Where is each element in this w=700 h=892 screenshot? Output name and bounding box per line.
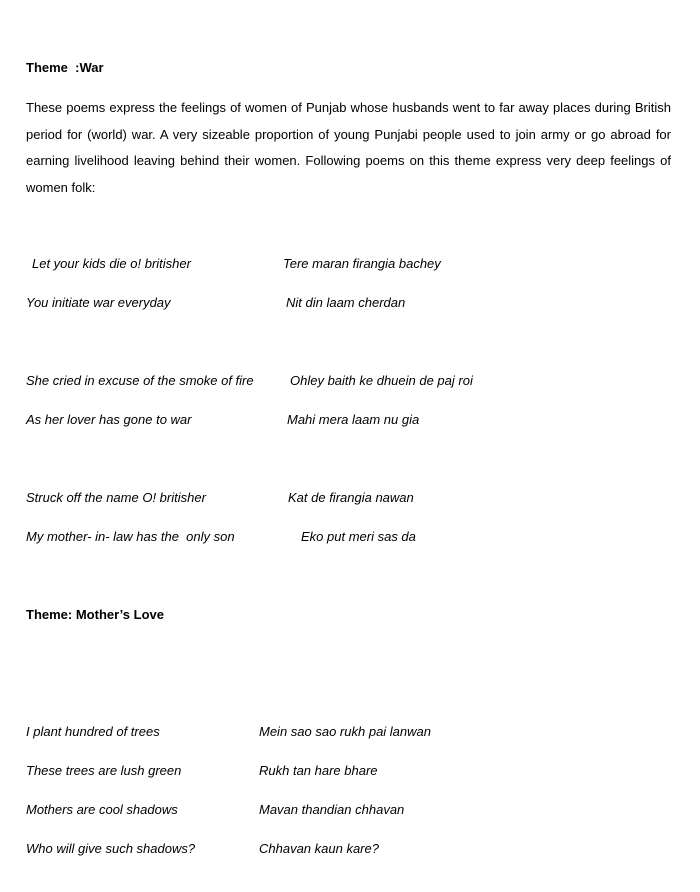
poem-line-english: As her lover has gone to war: [26, 412, 192, 427]
poem-line-english: My mother- in- law has the only son: [26, 529, 235, 544]
poem-line-punjabi: Mein sao sao rukh pai lanwan: [259, 724, 431, 739]
poem-line-english: Let your kids die o! britisher: [32, 256, 191, 271]
poem-line-punjabi: Tere maran firangia bachey: [283, 256, 441, 271]
poem-line-english: I plant hundred of trees: [26, 724, 160, 739]
poem-line-english: She cried in excuse of the smoke of fire: [26, 373, 254, 388]
war-theme-intro: These poems express the feelings of women of Punjab whose husbands went to far away places during British period for (world) war. A very sizeable proportion of young Punjabi people used to join army or go abroad for earning livelihood leaving behind their women. Following poems on this theme express very deep feelings of women folk:: [26, 100, 671, 195]
poem-line-english: Struck off the name O! britisher: [26, 490, 206, 505]
mothers-love-theme-heading: Theme: Mother’s Love: [26, 607, 164, 622]
poem-line-punjabi: Chhavan kaun kare?: [259, 841, 379, 856]
poem-line-punjabi: Nit din laam cherdan: [286, 295, 406, 310]
poem-line-english: You initiate war everyday: [26, 295, 171, 310]
poem-line-punjabi: Ohley baith ke dhuein de paj roi: [290, 373, 473, 388]
poem-line-english: These trees are lush green: [26, 763, 182, 778]
poem-line-punjabi: Kat de firangia nawan: [288, 490, 414, 505]
poem-line-english: Mothers are cool shadows: [26, 802, 178, 817]
poem-line-english: Who will give such shadows?: [26, 841, 196, 856]
poem-line-punjabi: Rukh tan hare bhare: [259, 763, 378, 778]
poem-line-punjabi: Mavan thandian chhavan: [259, 802, 405, 817]
poem-line-punjabi: Mahi mera laam nu gia: [287, 412, 420, 427]
war-theme-heading: Theme :War: [26, 60, 104, 75]
poem-line-punjabi: Eko put meri sas da: [301, 529, 416, 544]
